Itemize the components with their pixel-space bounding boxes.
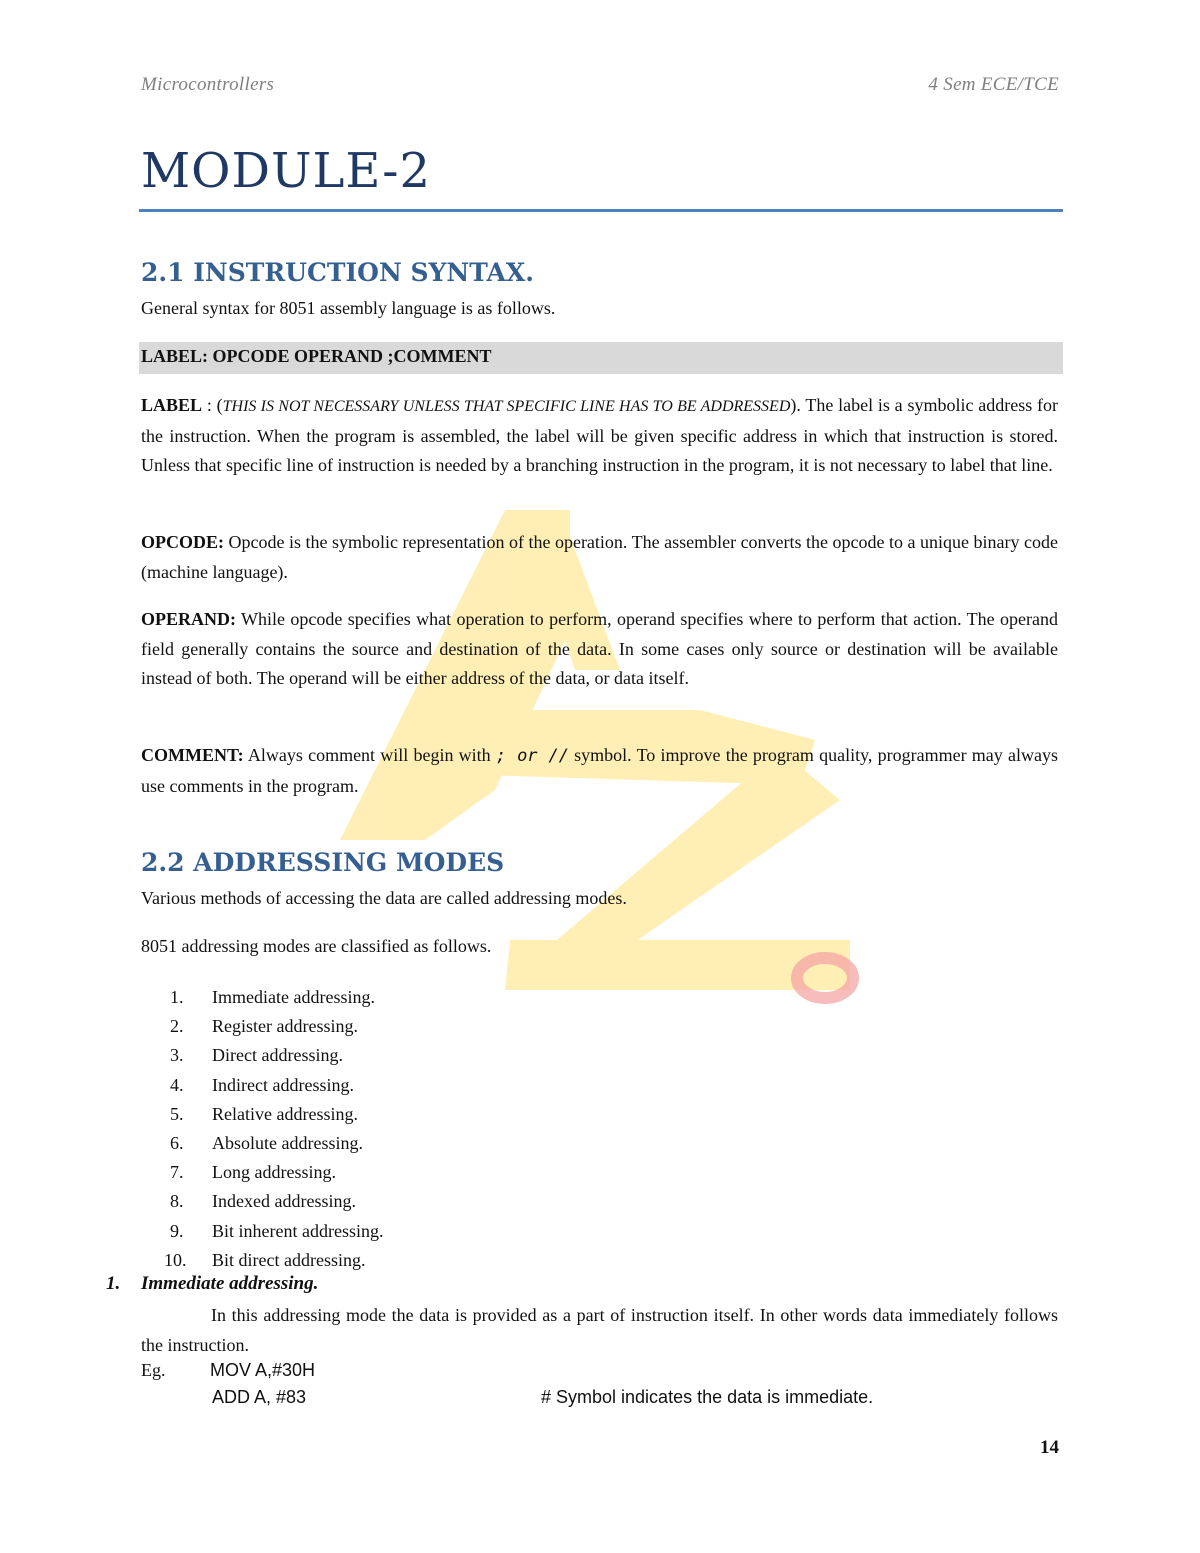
section-title-instruction-syntax: 2.1 INSTRUCTION SYNTAX. [141,258,534,287]
list-item: 2. Register addressing. [170,1016,358,1037]
immediate-addressing-heading: 1. Immediate addressing. [106,1273,319,1294]
opcode-term: OPCODE: [141,532,224,552]
syntax-intro: General syntax for 8051 assembly language is as follows. [141,298,556,318]
page-number: 14 [1040,1437,1059,1458]
page-title: MODULE-2 [141,143,431,199]
comment-text-a: Always comment will begin with [243,745,496,765]
header-subject: Microcontrollers [141,74,275,95]
list-item: 6. Absolute addressing. [170,1132,363,1153]
example-instruction-1: MOV A,#30H [210,1360,316,1380]
comment-paragraph [141,741,1058,801]
opcode-paragraph [141,528,1058,587]
addressing-classified: 8051 addressing modes are classified as follows. [141,936,492,956]
list-item: 3. Direct addressing. [170,1045,343,1066]
comment-text-b: symbol. To improve the program quality, programmer may always use comments in the program. [141,745,1058,796]
label-term: LABEL [141,395,203,415]
list-item: 4. Indirect addressing. [170,1074,354,1095]
list-item: 1. Immediate addressing. [170,987,375,1007]
label-text: ). The label is a symbolic address for the instruction. When the program is assembled, the label will be given specific address in which that instruction is stored. Unless that specific line of instruction is needed by a branching instruction in the program, it is not necessary to label that line. [141,395,1058,475]
operand-text: While opcode specifies what operation to perform, operand specifies where to perform that action. The operand field generally contains the source and destination of the data. In some cases only source or destination will be available instead of both. The operand will be either address of the data, or data itself. [141,609,1058,688]
label-paragraph [141,391,1058,481]
addressing-intro: Various methods of accessing the data are called addressing modes. [141,888,627,908]
list-item: 7. Long addressing. [170,1162,336,1183]
immediate-description: In this addressing mode the data is provided as a part of instruction itself. In other words data immediately follows the instruction. [141,1305,1058,1355]
list-item: 5. Relative addressing. [170,1103,358,1124]
comment-symbol: ; or // [495,746,569,766]
label-sep: : ( [202,395,223,415]
title-divider [139,209,1063,212]
list-item: 10. Bit direct addressing. [164,1249,366,1270]
example-label: Eg. [141,1360,166,1380]
syntax-line: LABEL: OPCODE OPERAND ;COMMENT [141,346,492,366]
label-note: THIS IS NOT NECESSARY UNLESS THAT SPECIFIC LINE HAS TO BE ADDRESSED [222,398,791,415]
operand-paragraph [141,605,1058,694]
operand-term: OPERAND: [141,609,236,629]
header-semester: 4 Sem ECE/TCE [928,74,1059,95]
list-item: 8. Indexed addressing. [170,1191,356,1212]
comment-term: COMMENT: [141,745,244,765]
section-title-addressing-modes: 2.2 ADDRESSING MODES [141,848,505,877]
list-item: 9. Bit inherent addressing. [170,1220,384,1241]
addressing-modes-list [164,983,384,1275]
example-instruction-2: ADD A, #83 [212,1387,307,1407]
example-note: # Symbol indicates the data is immediate. [541,1387,874,1407]
opcode-text: Opcode is the symbolic representation of the operation. The assembler converts the opcode to a unique binary code (machine language). [141,532,1058,582]
